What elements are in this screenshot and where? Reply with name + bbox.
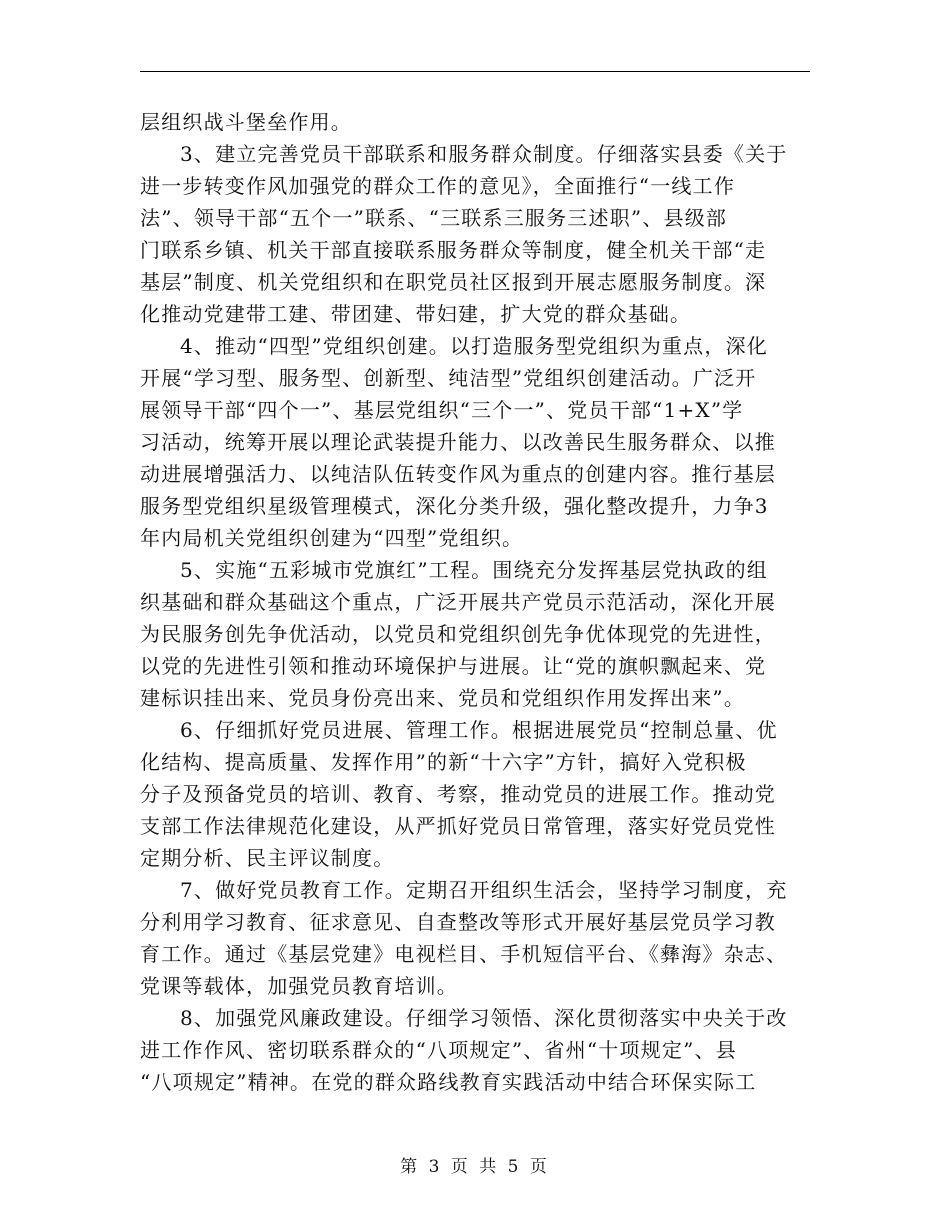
text-line: 育工作。通过《基层党建》电视栏目、手机短信平台、《彝海》杂志、 — [140, 942, 788, 966]
text-line: 习活动，统筹开展以理论武装提升能力、以改善民生服务群众、以推 — [140, 430, 776, 454]
text-line: 化推动党建带工建、带团建、带妇建，扩大党的群众基础。 — [140, 302, 692, 326]
text-line: 为民服务创先争优活动，以党员和党组织创先争优体现党的先进性， — [140, 622, 776, 646]
text-line: 分利用学习教育、征求意见、自查整改等形式开展好基层党员学习教 — [140, 910, 776, 934]
text-line: 3、建立完善党员干部联系和服务群众制度。仔细落实县委《关于 — [180, 142, 788, 166]
text-line: 化结构、提高质量、发挥作用”的新“十六字”方针，搞好入党积极 — [140, 750, 747, 774]
text-line: 4、推动“四型”党组织创建。以打造服务型党组织为重点，深化 — [180, 334, 768, 358]
text-line: 6、仔细抓好党员进展、管理工作。根据进展党员“控制总量、优 — [180, 718, 778, 742]
text-line: “八项规定”精神。在党的群众路线教育实践活动中结合环保实际工 — [140, 1070, 757, 1094]
text-line: 基层”制度、机关党组织和在职党员社区报到开展志愿服务制度。深 — [140, 270, 767, 294]
body-text — [140, 106, 810, 1098]
text-line: 开展“学习型、服务型、创新型、纯洁型”党组织创建活动。广泛开 — [140, 366, 757, 390]
text-line: 7、做好党员教育工作。定期召开组织生活会，坚持学习制度，充 — [180, 878, 788, 902]
text-line: 年内局机关党组织创建为“四型”党组织。 — [140, 526, 524, 550]
text-line: 动进展增强活力、以纯洁队伍转变作风为重点的创建内容。推行基层 — [140, 462, 776, 486]
text-line: 进工作作风、密切联系群众的“八项规定”、省州“十项规定”、县 — [140, 1038, 737, 1062]
text-line: 以党的先进性引领和推动环境保护与进展。让“党的旗帜飘起来、党 — [140, 654, 767, 678]
text-line: 党课等载体，加强党员教育培训。 — [140, 974, 458, 998]
text-line: 进一步转变作风加强党的群众工作的意见》，全面推行“一线工作 — [140, 174, 736, 198]
header-rule — [140, 71, 810, 72]
text-line: 5、实施“五彩城市党旗红”工程。围绕充分发挥基层党执政的组 — [180, 558, 768, 582]
text-line: 门联系乡镇、机关干部直接联系服务群众等制度，健全机关干部“走 — [140, 238, 767, 262]
text-line: 定期分析、民主评议制度。 — [140, 846, 395, 870]
text-line: 分子及预备党员的培训、教育、考察，推动党员的进展工作。推动党 — [140, 782, 776, 806]
text-line: 支部工作法律规范化建设，从严抓好党员日常管理，落实好党员党性 — [140, 814, 776, 838]
text-line: 展领导干部“四个一”、基层党组织“三个一”、党员干部“1+X”学 — [140, 398, 744, 422]
text-line: 法”、领导干部“五个一”联系、“三联系三服务三述职”、县级部 — [140, 206, 728, 230]
text-line: 建标识挂出来、党员身份亮出来、党员和党组织作用发挥出来”。 — [140, 686, 746, 710]
text-line: 层组织战斗堡垒作用。 — [140, 110, 352, 134]
text-line: 8、加强党风廉政建设。仔细学习领悟、深化贯彻落实中央关于改 — [180, 1006, 788, 1030]
text-line: 织基础和群众基础这个重点，广泛开展共产党员示范活动，深化开展 — [140, 590, 776, 614]
page-number-footer: 第 3 页 共 5 页 — [400, 1157, 550, 1177]
text-line: 服务型党组织星级管理模式，深化分类升级，强化整改提升，力争3 — [140, 494, 769, 518]
